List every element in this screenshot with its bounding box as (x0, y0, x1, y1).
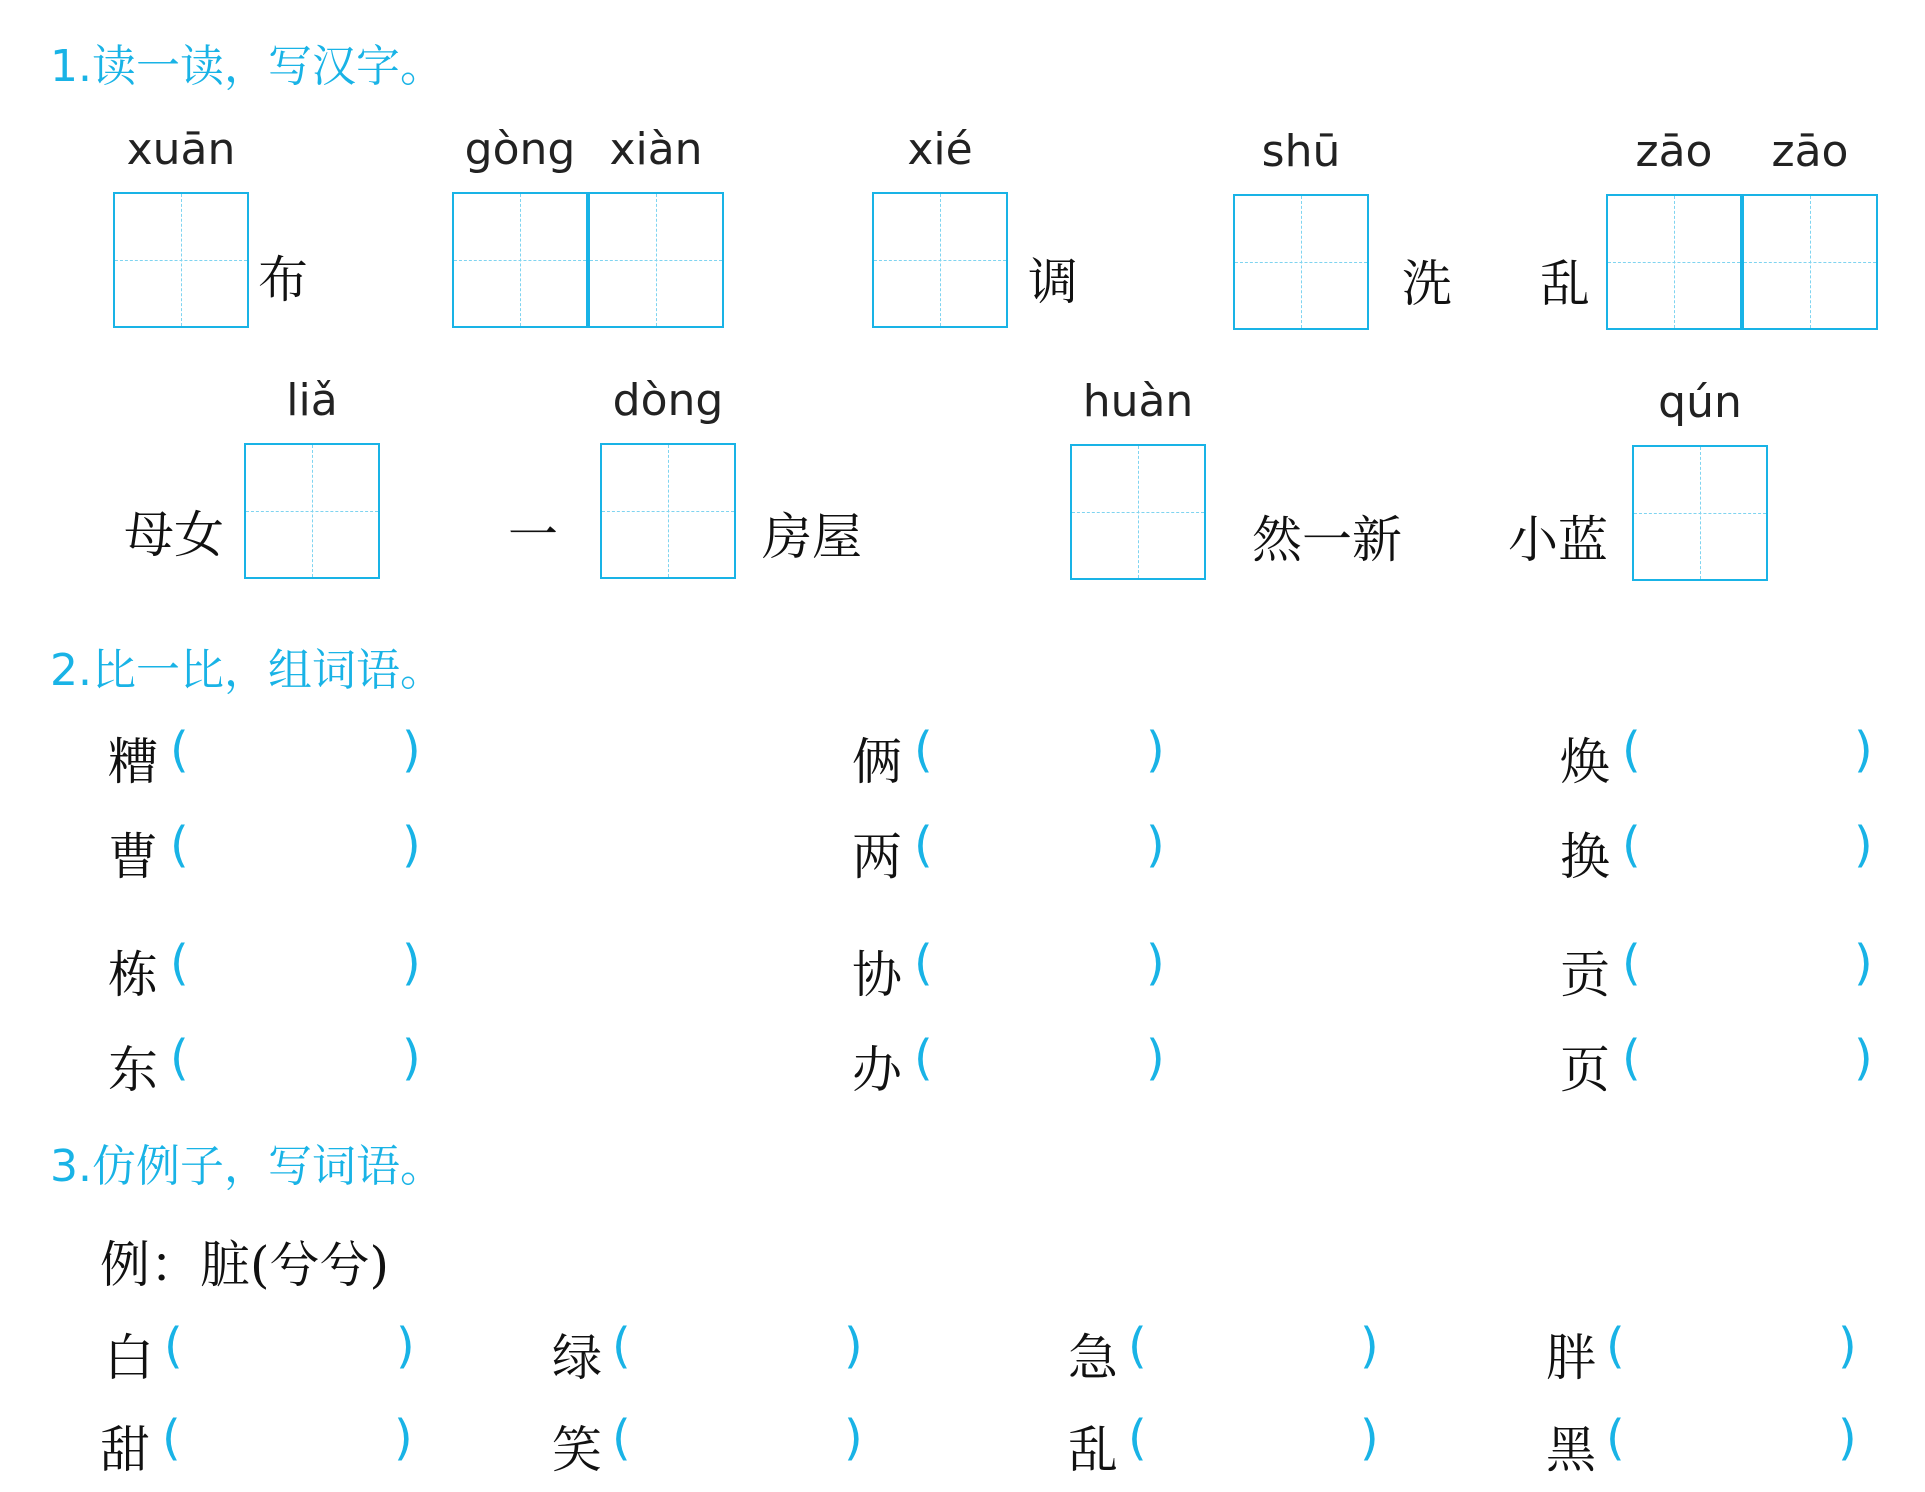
character: 糟 (108, 733, 158, 791)
given-text: 调 (1028, 253, 1078, 311)
paren-open: ( (914, 817, 933, 873)
pinyin-label: zāo (1771, 126, 1849, 177)
paren-close: ) (1854, 1030, 1873, 1086)
compare-item[interactable] (108, 817, 421, 889)
compare-item[interactable] (852, 1030, 1165, 1102)
char-grid[interactable] (1632, 377, 1768, 581)
compare-item[interactable] (108, 1030, 421, 1102)
section-2-heading: 2.比一比，组词语。 (50, 645, 444, 696)
writing-box[interactable] (1632, 445, 1768, 581)
writing-box[interactable] (1742, 194, 1878, 330)
character: 协 (852, 946, 902, 1004)
given-text: 乱 (1540, 255, 1590, 313)
imitate-item[interactable] (1068, 1318, 1379, 1390)
paren-close: ) (394, 1410, 413, 1466)
paren-open: ( (612, 1410, 631, 1466)
compare-item[interactable] (108, 722, 421, 794)
pinyin-label: qún (1658, 377, 1742, 428)
char-grid[interactable] (244, 375, 380, 579)
paren-open: ( (1622, 935, 1641, 991)
imitate-item[interactable] (552, 1318, 863, 1390)
character: 笑 (552, 1421, 602, 1479)
given-text: 母女 (124, 506, 224, 564)
writing-box[interactable] (588, 192, 724, 328)
char-grid-double[interactable] (1606, 126, 1880, 330)
pinyin-label: dòng (612, 375, 724, 426)
paren-close: ) (402, 817, 421, 873)
paren-open: ( (1606, 1410, 1625, 1466)
paren-open: ( (162, 1410, 181, 1466)
compare-item[interactable] (1560, 1030, 1873, 1102)
pinyin-label: liǎ (286, 375, 338, 426)
paren-close: ) (1854, 817, 1873, 873)
paren-open: ( (170, 1030, 189, 1086)
paren-close: ) (396, 1318, 415, 1374)
paren-open: ( (170, 722, 189, 778)
paren-open: ( (1606, 1318, 1625, 1374)
paren-open: ( (612, 1318, 631, 1374)
paren-open: ( (170, 935, 189, 991)
character: 页 (1560, 1041, 1610, 1099)
compare-item[interactable] (1560, 817, 1873, 889)
imitate-item[interactable] (1068, 1410, 1379, 1482)
pinyin-label: huàn (1082, 376, 1194, 427)
paren-close: ) (1146, 817, 1165, 873)
compare-item[interactable] (108, 935, 421, 1007)
given-text: 然一新 (1252, 511, 1402, 569)
paren-open: ( (914, 935, 933, 991)
character: 栋 (108, 946, 158, 1004)
paren-open: ( (1622, 817, 1641, 873)
given-text: 房屋 (762, 508, 862, 566)
writing-box[interactable] (1606, 194, 1742, 330)
paren-close: ) (1146, 722, 1165, 778)
writing-box[interactable] (1233, 194, 1369, 330)
paren-close: ) (402, 935, 421, 991)
pinyin-label: xuān (126, 124, 236, 175)
pinyin-label: xié (907, 124, 973, 175)
char-grid[interactable] (1233, 126, 1369, 330)
character: 绿 (552, 1329, 602, 1387)
writing-box[interactable] (244, 443, 380, 579)
imitate-item[interactable] (104, 1318, 415, 1390)
char-grid[interactable] (113, 124, 249, 328)
character: 两 (852, 828, 902, 886)
compare-item[interactable] (852, 722, 1165, 794)
character: 贡 (1560, 946, 1610, 1004)
given-text: 布 (258, 251, 308, 309)
character: 白 (104, 1329, 154, 1387)
paren-close: ) (844, 1318, 863, 1374)
character: 乱 (1068, 1421, 1118, 1479)
character: 换 (1560, 828, 1610, 886)
paren-close: ) (1838, 1318, 1857, 1374)
paren-close: ) (1146, 935, 1165, 991)
paren-close: ) (844, 1410, 863, 1466)
writing-box[interactable] (600, 443, 736, 579)
paren-open: ( (1128, 1410, 1147, 1466)
paren-close: ) (402, 722, 421, 778)
writing-box[interactable] (113, 192, 249, 328)
paren-close: ) (1360, 1318, 1379, 1374)
compare-item[interactable] (852, 817, 1165, 889)
character: 黑 (1546, 1421, 1596, 1479)
writing-box[interactable] (452, 192, 588, 328)
imitate-item[interactable] (1546, 1410, 1857, 1482)
paren-close: ) (402, 1030, 421, 1086)
char-grid[interactable] (872, 124, 1008, 328)
section-3-heading: 3.仿例子，写词语。 (50, 1141, 444, 1192)
writing-box[interactable] (1070, 444, 1206, 580)
character: 曹 (108, 828, 158, 886)
character: 俩 (852, 733, 902, 791)
compare-item[interactable] (1560, 935, 1873, 1007)
paren-open: ( (170, 817, 189, 873)
character: 焕 (1560, 733, 1610, 791)
given-text: 洗 (1402, 255, 1452, 313)
pinyin-label: zāo (1635, 126, 1713, 177)
given-text: 一 (508, 506, 558, 564)
pinyin-label: gòng (464, 124, 576, 175)
char-grid-double[interactable] (452, 124, 724, 328)
paren-close: ) (1360, 1410, 1379, 1466)
character: 东 (108, 1041, 158, 1099)
compare-item[interactable] (1560, 722, 1873, 794)
paren-open: ( (914, 1030, 933, 1086)
paren-open: ( (914, 722, 933, 778)
paren-close: ) (1838, 1410, 1857, 1466)
pinyin-label: shū (1261, 126, 1341, 177)
char-grid[interactable] (600, 375, 736, 579)
imitate-item[interactable] (552, 1410, 863, 1482)
paren-open: ( (1622, 722, 1641, 778)
paren-open: ( (1128, 1318, 1147, 1374)
compare-item[interactable] (852, 935, 1165, 1007)
imitate-item[interactable] (100, 1410, 413, 1482)
writing-box[interactable] (872, 192, 1008, 328)
paren-open: ( (1622, 1030, 1641, 1086)
paren-close: ) (1854, 722, 1873, 778)
given-text: 小蓝 (1508, 511, 1608, 569)
section-1-heading: 1.读一读，写汉字。 (50, 41, 444, 92)
character: 甜 (100, 1421, 150, 1479)
paren-close: ) (1146, 1030, 1165, 1086)
paren-open: ( (164, 1318, 183, 1374)
character: 胖 (1546, 1329, 1596, 1387)
character: 急 (1068, 1329, 1118, 1387)
char-grid[interactable] (1070, 376, 1206, 580)
pinyin-label: xiàn (609, 124, 703, 175)
example-text: 例：脏(兮兮) (100, 1236, 390, 1294)
imitate-item[interactable] (1546, 1318, 1857, 1390)
character: 办 (852, 1041, 902, 1099)
paren-close: ) (1854, 935, 1873, 991)
